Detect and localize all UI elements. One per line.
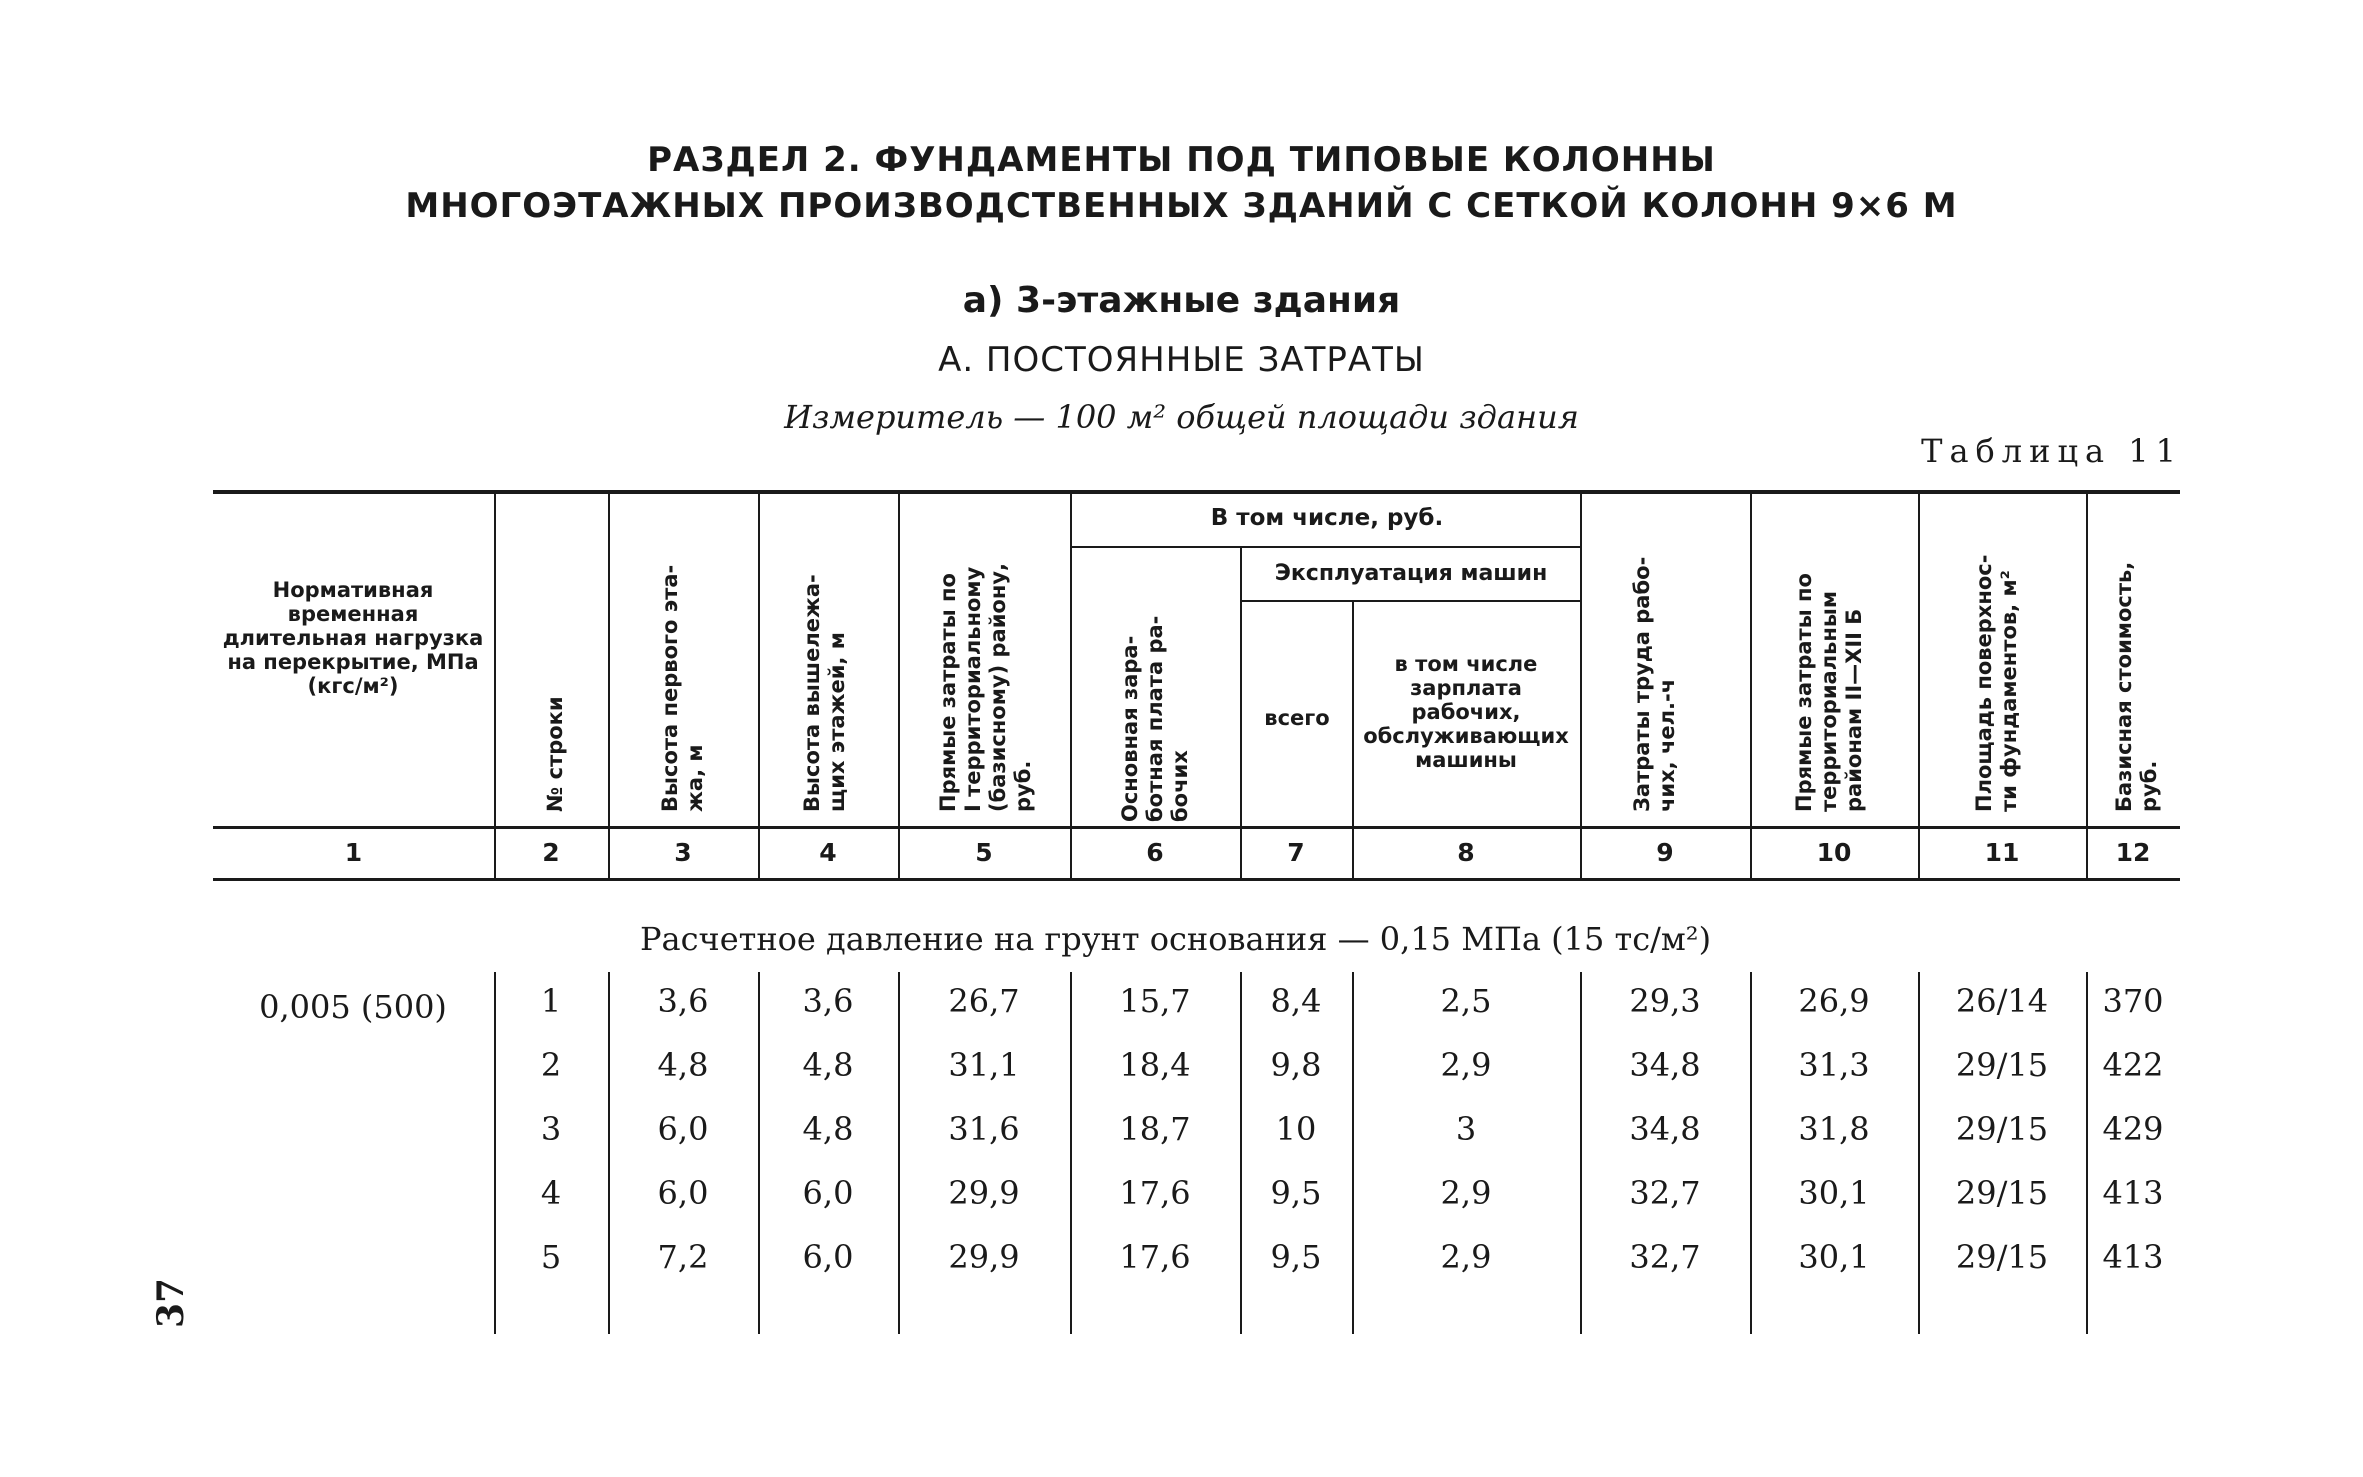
- table-cell: 29/15: [1955, 1110, 2049, 1148]
- table-cell: 30,1: [1798, 1238, 1870, 1276]
- table-cell: 2,9: [1440, 1174, 1492, 1212]
- table-cell: 29,3: [1629, 982, 1701, 1020]
- table-cell: 31,3: [1798, 1046, 1870, 1084]
- col-divider: [1918, 494, 1920, 878]
- column-number: 1: [344, 838, 363, 867]
- column-number: 2: [542, 838, 560, 867]
- col-divider: [1750, 972, 1752, 1334]
- column-number: 12: [2115, 838, 2151, 867]
- column-number: 11: [1984, 838, 2020, 867]
- table-cell: 29/15: [1955, 1174, 2049, 1212]
- table-cell: 9,5: [1270, 1174, 1322, 1212]
- column-number: 8: [1457, 838, 1475, 867]
- table-cell: 4,8: [802, 1046, 854, 1084]
- table-cell: 429: [2102, 1110, 2164, 1148]
- table-cell: 3: [1455, 1110, 1477, 1148]
- table-cell: 31,1: [948, 1046, 1020, 1084]
- table-cell: 2,5: [1440, 982, 1492, 1020]
- table-cell: 1: [540, 982, 562, 1020]
- table-cell: 413: [2102, 1238, 2164, 1276]
- column-number: 6: [1146, 838, 1164, 867]
- table-cell: 17,6: [1119, 1174, 1191, 1212]
- header-base-cost: Базисная стоимость, руб.: [2112, 561, 2161, 812]
- table-top-rule: [213, 490, 2180, 494]
- table-cell: 9,8: [1270, 1046, 1322, 1084]
- column-number: 10: [1816, 838, 1852, 867]
- measure-unit: Измеритель — 100 м² общей площади здания: [784, 398, 1579, 436]
- table-cell: 34,8: [1629, 1110, 1701, 1148]
- table-cell: 8,4: [1270, 982, 1322, 1020]
- col-divider: [1918, 972, 1920, 1334]
- table-cell: 2: [540, 1046, 562, 1084]
- table-cell: 29/15: [1955, 1046, 2049, 1084]
- header-base-wages: Основная зара- ботная плата ра- бочих: [1118, 615, 1192, 822]
- header-labor-costs: Затраты труда рабо- чих, чел.-ч: [1630, 556, 1679, 812]
- table-cell: 3,6: [802, 982, 854, 1020]
- col-divider: [608, 494, 610, 878]
- col-divider: [494, 494, 496, 878]
- column-number: 5: [975, 838, 993, 867]
- column-number: 3: [674, 838, 692, 867]
- cost-type: А. ПОСТОЯННЫЕ ЗАТРАТЫ: [938, 340, 1425, 380]
- page-number: 37: [150, 1277, 192, 1328]
- table-cell: 29,9: [948, 1174, 1020, 1212]
- col-divider: [1070, 972, 1072, 1334]
- table-cell: 15,7: [1119, 982, 1191, 1020]
- col-divider: [898, 972, 900, 1334]
- table-cell: 2,9: [1440, 1046, 1492, 1084]
- col-divider: [1580, 972, 1582, 1334]
- header-bottom-rule: [213, 826, 2180, 829]
- table-cell: 30,1: [1798, 1174, 1870, 1212]
- table-cell: 370: [2102, 982, 2164, 1020]
- load-value: 0,005 (500): [259, 988, 447, 1026]
- col-divider: [608, 972, 610, 1334]
- column-number: 9: [1656, 838, 1674, 867]
- header-direct-costs-base: Прямые затраты по I территориальному (базисному) району, руб.: [936, 562, 1035, 812]
- col-divider: [1070, 494, 1072, 878]
- col-divider: [1352, 972, 1354, 1334]
- table-cell: 26,7: [948, 982, 1020, 1020]
- table-cell: 6,0: [802, 1238, 854, 1276]
- table-cell: 7,2: [657, 1238, 709, 1276]
- header-upper-floors-height: Высота вышележа- щих этажей, м: [800, 574, 849, 812]
- col-divider: [494, 972, 496, 1334]
- table-cell: 4,8: [657, 1046, 709, 1084]
- table-cell: 34,8: [1629, 1046, 1701, 1084]
- col-divider: [1352, 602, 1354, 878]
- header-first-floor-height: Высота первого эта- жа, м: [658, 564, 707, 812]
- col-divider: [1750, 494, 1752, 878]
- table-cell: 3: [540, 1110, 562, 1148]
- col-divider: [2086, 494, 2088, 878]
- header-direct-costs-regions: Прямые затраты по территориальным районам II—XII Б: [1792, 573, 1866, 812]
- table-cell: 422: [2102, 1046, 2164, 1084]
- soil-pressure-subheading: Расчетное давление на грунт основания — 0,15 МПа (15 тс/м²): [640, 920, 1712, 958]
- table-cell: 26/14: [1955, 982, 2049, 1020]
- col-divider: [1580, 494, 1582, 878]
- table-cell: 413: [2102, 1174, 2164, 1212]
- section-title-line2: МНОГОЭТАЖНЫХ ПРОИЗВОДСТВЕННЫХ ЗДАНИЙ С СЕТКОЙ КОЛОНН 9×6 М: [405, 186, 1958, 226]
- column-number: 4: [819, 838, 837, 867]
- table-cell: 31,6: [948, 1110, 1020, 1148]
- column-number: 7: [1287, 838, 1305, 867]
- header-load: Нормативная временная длительная нагрузка на перекрытие, МПа (кгс/м²): [222, 578, 484, 698]
- table-cell: 6,0: [657, 1174, 709, 1212]
- table-cell: 32,7: [1629, 1238, 1701, 1276]
- section-title-line1: РАЗДЕЛ 2. ФУНДАМЕНТЫ ПОД ТИПОВЫЕ КОЛОННЫ: [647, 140, 1716, 180]
- table-label: Таблица 11: [1921, 432, 2183, 470]
- table-cell: 26,9: [1798, 982, 1870, 1020]
- table-cell: 32,7: [1629, 1174, 1701, 1212]
- table-cell: 10: [1275, 1110, 1317, 1148]
- machines-rule: [1242, 600, 1582, 602]
- table-cell: 2,9: [1440, 1238, 1492, 1276]
- table-cell: 31,8: [1798, 1110, 1870, 1148]
- subsection-title: а) 3-этажные здания: [962, 280, 1401, 321]
- numbers-bottom-rule: [213, 878, 2180, 881]
- header-row-no: № строки: [543, 696, 567, 812]
- table-cell: 18,4: [1119, 1046, 1191, 1084]
- table-cell: 4: [540, 1174, 562, 1212]
- header-machine-operation: Эксплуатация машин: [1274, 561, 1548, 586]
- table-cell: 3,6: [657, 982, 709, 1020]
- table-cell: 29/15: [1955, 1238, 2049, 1276]
- col-divider: [1240, 972, 1242, 1334]
- table-cell: 29,9: [948, 1238, 1020, 1276]
- table-cell: 18,7: [1119, 1110, 1191, 1148]
- table-cell: 9,5: [1270, 1238, 1322, 1276]
- table-cell: 6,0: [657, 1110, 709, 1148]
- group-rule: [1072, 546, 1582, 548]
- header-group-including: В том числе, руб.: [1210, 505, 1444, 531]
- table-cell: 6,0: [802, 1174, 854, 1212]
- header-machines-total: всего: [1264, 706, 1330, 730]
- col-divider: [758, 972, 760, 1334]
- table-cell: 5: [540, 1238, 562, 1276]
- header-machine-operator-wages: в том числе зарплата рабочих, обслуживающих машины: [1363, 652, 1569, 772]
- table-cell: 4,8: [802, 1110, 854, 1148]
- col-divider: [898, 494, 900, 878]
- col-divider: [2086, 972, 2088, 1334]
- col-divider: [758, 494, 760, 878]
- header-foundation-area: Площадь поверхнос- ти фундаментов, м²: [1972, 554, 2021, 812]
- table-cell: 17,6: [1119, 1238, 1191, 1276]
